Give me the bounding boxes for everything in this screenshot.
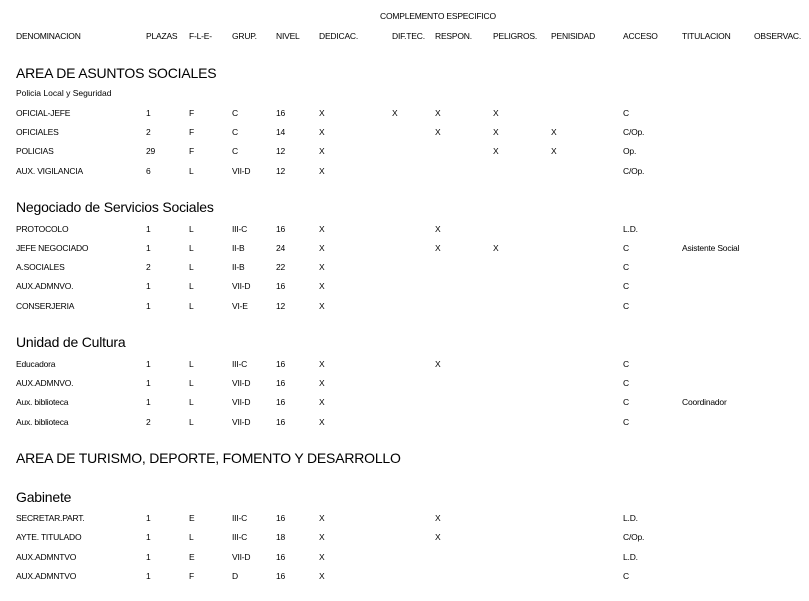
cell-acceso: C [623, 281, 629, 291]
cell-dedicacion: X [319, 243, 325, 253]
cell-nivel: 16 [276, 417, 286, 427]
cell-acceso: C [623, 108, 629, 118]
column-header-dedicacion: DEDICAC. [319, 31, 359, 41]
cell-respon: X [435, 359, 441, 369]
cell-penisidad: X [551, 146, 557, 156]
cell-dedicacion: X [319, 108, 325, 118]
cell-denominacion: AUX.ADMNTVO [16, 552, 77, 562]
section-title: Unidad de Cultura [16, 334, 126, 350]
cell-plazas: 1 [146, 552, 151, 562]
cell-denominacion: JEFE NEGOCIADO [16, 243, 89, 253]
cell-denominacion: POLICIAS [16, 146, 54, 156]
cell-plazas: 2 [146, 127, 151, 137]
cell-acceso: C [623, 359, 629, 369]
cell-nivel: 16 [276, 359, 286, 369]
cell-respon: X [435, 224, 441, 234]
cell-plazas: 1 [146, 513, 151, 523]
cell-fle: L [189, 166, 194, 176]
cell-dedicacion: X [319, 397, 325, 407]
cell-plazas: 1 [146, 224, 151, 234]
cell-fle: L [189, 532, 194, 542]
column-header-penisidad: PENISIDAD [551, 31, 596, 41]
cell-plazas: 1 [146, 243, 151, 253]
cell-grupo: III-C [232, 513, 248, 523]
cell-grupo: VII-D [232, 166, 251, 176]
cell-dedicacion: X [319, 146, 325, 156]
cell-acceso: C [623, 378, 629, 388]
cell-dedicacion: X [319, 359, 325, 369]
cell-dedicacion: X [319, 571, 325, 581]
cell-fle: E [189, 552, 195, 562]
cell-denominacion: Aux. biblioteca [16, 417, 69, 427]
cell-plazas: 1 [146, 397, 151, 407]
cell-nivel: 18 [276, 532, 286, 542]
cell-dedicacion: X [319, 224, 325, 234]
cell-titulacion: Coordinador [682, 397, 727, 407]
cell-grupo: II-B [232, 262, 245, 272]
column-header-respon: RESPON. [435, 31, 472, 41]
cell-nivel: 24 [276, 243, 286, 253]
cell-denominacion: OFICIALES [16, 127, 59, 137]
section-title: Negociado de Servicios Sociales [16, 199, 214, 215]
cell-nivel: 16 [276, 108, 286, 118]
cell-nivel: 16 [276, 513, 286, 523]
cell-dedicacion: X [319, 166, 325, 176]
cell-fle: L [189, 262, 194, 272]
cell-nivel: 22 [276, 262, 286, 272]
cell-grupo: III-C [232, 359, 248, 369]
cell-grupo: VII-D [232, 281, 251, 291]
cell-fle: L [189, 224, 194, 234]
cell-grupo: III-C [232, 532, 248, 542]
cell-peligros: X [493, 127, 499, 137]
cell-grupo: II-B [232, 243, 245, 253]
cell-denominacion: AYTE. TITULADO [16, 532, 82, 542]
cell-dedicacion: X [319, 513, 325, 523]
column-header-peligros: PELIGROS. [493, 31, 538, 41]
cell-nivel: 16 [276, 378, 286, 388]
cell-fle: F [189, 127, 194, 137]
cell-nivel: 16 [276, 397, 286, 407]
cell-fle: F [189, 108, 194, 118]
section-title: Gabinete [16, 489, 72, 505]
cell-denominacion: A.SOCIALES [16, 262, 65, 272]
cell-nivel: 16 [276, 281, 286, 291]
cell-dedicacion: X [319, 281, 325, 291]
cell-plazas: 6 [146, 166, 151, 176]
cell-plazas: 1 [146, 532, 151, 542]
column-header-acceso: ACCESO [623, 31, 658, 41]
cell-dedicacion: X [319, 127, 325, 137]
cell-plazas: 1 [146, 301, 151, 311]
cell-denominacion: AUX.ADMNVO. [16, 281, 74, 291]
cell-grupo: VII-D [232, 397, 251, 407]
cell-acceso: C [623, 571, 629, 581]
cell-denominacion: OFICIAL-JEFE [16, 108, 71, 118]
cell-dedicacion: X [319, 378, 325, 388]
cell-nivel: 16 [276, 571, 286, 581]
column-header-denominacion: DENOMINACION [16, 31, 81, 41]
cell-fle: L [189, 359, 194, 369]
section-title: AREA DE ASUNTOS SOCIALES [16, 65, 217, 81]
cell-fle: L [189, 243, 194, 253]
cell-acceso: L.D. [623, 513, 638, 523]
cell-acceso: C [623, 243, 629, 253]
cell-grupo: VII-D [232, 552, 251, 562]
cell-nivel: 16 [276, 552, 286, 562]
cell-plazas: 1 [146, 281, 151, 291]
cell-respon: X [435, 108, 441, 118]
cell-grupo: VI-E [232, 301, 248, 311]
cell-plazas: 1 [146, 378, 151, 388]
cell-denominacion: AUX. VIGILANCIA [16, 166, 83, 176]
cell-fle: L [189, 397, 194, 407]
cell-denominacion: CONSERJERIA [16, 301, 75, 311]
cell-fle: L [189, 301, 194, 311]
cell-denominacion: SECRETAR.PART. [16, 513, 85, 523]
cell-fle: F [189, 146, 194, 156]
cell-acceso: L.D. [623, 552, 638, 562]
cell-plazas: 2 [146, 262, 151, 272]
cell-peligros: X [493, 243, 499, 253]
cell-acceso: C/Op. [623, 532, 645, 542]
cell-acceso: L.D. [623, 224, 638, 234]
cell-nivel: 14 [276, 127, 286, 137]
cell-dif-tec: X [392, 108, 398, 118]
cell-acceso: C/Op. [623, 166, 645, 176]
cell-denominacion: PROTOCOLO [16, 224, 69, 234]
cell-dedicacion: X [319, 301, 325, 311]
cell-fle: L [189, 281, 194, 291]
cell-penisidad: X [551, 127, 557, 137]
cell-grupo: D [232, 571, 238, 581]
cell-acceso: C [623, 301, 629, 311]
cell-peligros: X [493, 146, 499, 156]
cell-respon: X [435, 127, 441, 137]
cell-acceso: C [623, 262, 629, 272]
cell-grupo: III-C [232, 224, 248, 234]
cell-denominacion: AUX.ADMNVO. [16, 378, 74, 388]
cell-nivel: 16 [276, 224, 286, 234]
column-header-nivel: NIVEL [276, 31, 300, 41]
cell-respon: X [435, 513, 441, 523]
cell-dedicacion: X [319, 262, 325, 272]
cell-fle: F [189, 571, 194, 581]
cell-plazas: 2 [146, 417, 151, 427]
column-header-titulacion: TITULACION [682, 31, 731, 41]
cell-titulacion: Asistente Social [682, 243, 740, 253]
cell-peligros: X [493, 108, 499, 118]
cell-grupo: C [232, 127, 238, 137]
cell-nivel: 12 [276, 166, 286, 176]
column-header-grupo: GRUP. [232, 31, 257, 41]
cell-acceso: C [623, 417, 629, 427]
cell-plazas: 1 [146, 108, 151, 118]
cell-grupo: C [232, 108, 238, 118]
cell-denominacion: Educadora [16, 359, 56, 369]
cell-grupo: VII-D [232, 417, 251, 427]
cell-nivel: 12 [276, 301, 286, 311]
cell-nivel: 12 [276, 146, 286, 156]
section-title: AREA DE TURISMO, DEPORTE, FOMENTO Y DESARROLLO [16, 450, 401, 466]
cell-plazas: 29 [146, 146, 156, 156]
cell-acceso: C/Op. [623, 127, 645, 137]
column-header-plazas: PLAZAS [146, 31, 178, 41]
column-header-fle: F-L-E- [189, 31, 212, 41]
cell-plazas: 1 [146, 359, 151, 369]
complemento-especifico-header: COMPLEMENTO ESPECIFICO [380, 11, 496, 21]
column-header-observac: OBSERVAC. [754, 31, 802, 41]
cell-dedicacion: X [319, 417, 325, 427]
cell-acceso: C [623, 397, 629, 407]
cell-respon: X [435, 532, 441, 542]
cell-denominacion: Aux. biblioteca [16, 397, 69, 407]
cell-fle: L [189, 378, 194, 388]
cell-respon: X [435, 243, 441, 253]
cell-dedicacion: X [319, 552, 325, 562]
cell-dedicacion: X [319, 532, 325, 542]
cell-acceso: Op. [623, 146, 637, 156]
section-subtitle: Policia Local y Seguridad [16, 88, 112, 98]
cell-plazas: 1 [146, 571, 151, 581]
cell-grupo: C [232, 146, 238, 156]
cell-denominacion: AUX.ADMNTVO [16, 571, 77, 581]
cell-fle: E [189, 513, 195, 523]
cell-fle: L [189, 417, 194, 427]
column-header-dif-tec: DIF.TEC. [392, 31, 425, 41]
cell-grupo: VII-D [232, 378, 251, 388]
